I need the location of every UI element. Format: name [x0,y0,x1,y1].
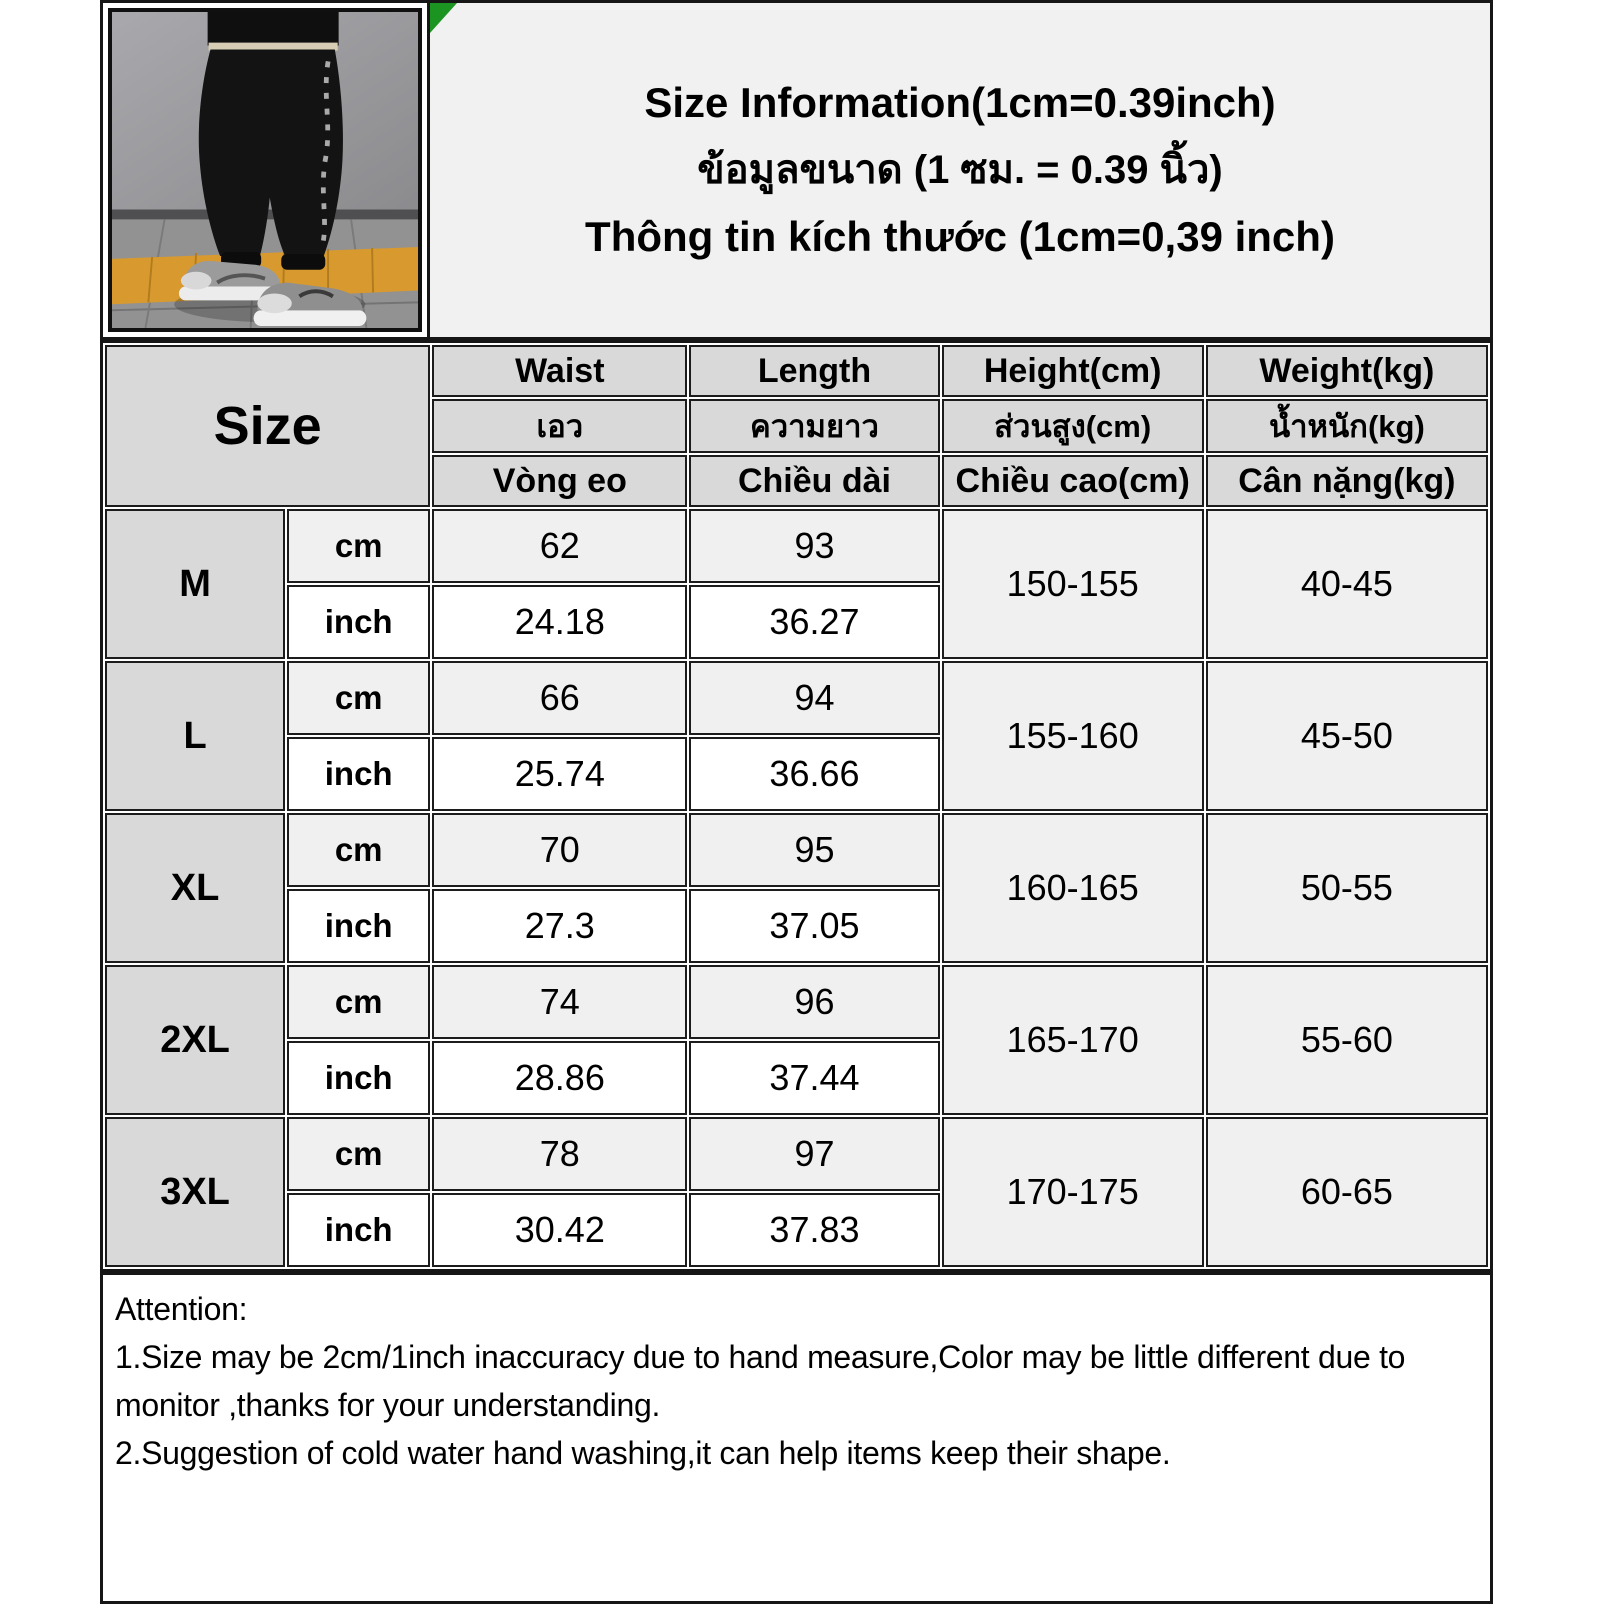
photo-ankle-cuff-right [281,254,325,270]
page-title-th: ข้อมูลขนาด (1 ซม. = 0.39 นิ้ว) [697,148,1223,192]
product-photo-cell [103,3,430,337]
unit-cell: cm [287,965,430,1039]
table-row-xl-cm [105,813,1488,887]
table-row-2xl-cm [105,965,1488,1039]
unit-cell: cm [287,1117,430,1191]
waist-cm-value: 74 [432,965,687,1039]
height-range-value: 165-170 [942,965,1204,1115]
header-row-en [105,345,1488,397]
unit-cell: cm [287,661,430,735]
length-cm-value: 93 [689,509,939,583]
length-cm-value: 94 [689,661,939,735]
col-header-waist-en: Waist [432,345,687,397]
size-table [100,340,1493,1272]
unit-cell: inch [287,737,430,811]
col-header-height-en: Height(cm) [942,345,1204,397]
col-header-weight-en: Weight(kg) [1206,345,1488,397]
attention-box [100,1272,1493,1604]
weight-range-value: 55-60 [1206,965,1488,1115]
table-row-m-cm [105,509,1488,583]
waist-inch-value: 30.42 [432,1193,687,1267]
size-label-xl: XL [105,813,285,963]
length-cm-value: 95 [689,813,939,887]
unit-cell: inch [287,1193,430,1267]
height-range-value: 160-165 [942,813,1204,963]
size-label-l: L [105,661,285,811]
col-header-length-en: Length [689,345,939,397]
col-header-weight-th: น้ำหนัก(kg) [1206,399,1488,453]
size-label-2xl: 2XL [105,965,285,1115]
photo-sneaker-front-toe [257,293,291,313]
length-inch-value: 37.83 [689,1193,939,1267]
length-inch-value: 36.27 [689,585,939,659]
waist-inch-value: 28.86 [432,1041,687,1115]
col-header-waist-th: เอว [432,399,687,453]
title-panel [430,3,1490,337]
green-corner-triangle-icon [430,3,457,33]
attention-note-2: 2.Suggestion of cold water hand washing,it can help items keep their shape. [115,1435,1171,1471]
col-header-height-th: ส่วนสูง(cm) [942,399,1204,453]
height-range-value: 155-160 [942,661,1204,811]
unit-cell: inch [287,889,430,963]
waist-inch-value: 24.18 [432,585,687,659]
height-range-value: 150-155 [942,509,1204,659]
photo-waistband [209,43,338,51]
photo-shirt-hem [208,12,339,46]
size-column-header: Size [105,345,430,507]
attention-note-1: 1.Size may be 2cm/1inch inaccuracy due to hand measure,Color may be little different due to monitor ,thanks for your understanding. [115,1339,1406,1423]
col-header-length-th: ความยาว [689,399,939,453]
product-photo-frame [108,8,422,332]
weight-range-value: 50-55 [1206,813,1488,963]
waist-inch-value: 27.3 [432,889,687,963]
attention-title: Attention: [115,1291,248,1327]
weight-range-value: 45-50 [1206,661,1488,811]
product-photo [112,12,418,328]
photo-sneaker-rear-toe [181,272,212,290]
waist-inch-value: 25.74 [432,737,687,811]
unit-cell: inch [287,1041,430,1115]
unit-cell: cm [287,813,430,887]
col-header-length-vi: Chiều dài [689,455,939,507]
weight-range-value: 40-45 [1206,509,1488,659]
col-header-weight-vi: Cân nặng(kg) [1206,455,1488,507]
col-header-height-vi: Chiều cao(cm) [942,455,1204,507]
size-label-3xl: 3XL [105,1117,285,1267]
length-inch-value: 37.44 [689,1041,939,1115]
length-cm-value: 96 [689,965,939,1039]
length-cm-value: 97 [689,1117,939,1191]
waist-cm-value: 70 [432,813,687,887]
col-header-waist-vi: Vòng eo [432,455,687,507]
table-row-l-cm [105,661,1488,735]
waist-cm-value: 62 [432,509,687,583]
unit-cell: cm [287,509,430,583]
waist-cm-value: 78 [432,1117,687,1191]
length-inch-value: 36.66 [689,737,939,811]
top-section [100,0,1493,340]
waist-cm-value: 66 [432,661,687,735]
height-range-value: 170-175 [942,1117,1204,1267]
table-row-3xl-cm [105,1117,1488,1191]
unit-cell: inch [287,585,430,659]
page-title-en: Size Information(1cm=0.39inch) [644,78,1276,126]
weight-range-value: 60-65 [1206,1117,1488,1267]
size-table-header [105,345,1488,507]
size-chart-sheet [100,0,1493,1604]
size-table-body [105,509,1488,1267]
size-label-m: M [105,509,285,659]
page-title-vi: Thông tin kích thước (1cm=0,39 inch) [585,213,1335,260]
length-inch-value: 37.05 [689,889,939,963]
